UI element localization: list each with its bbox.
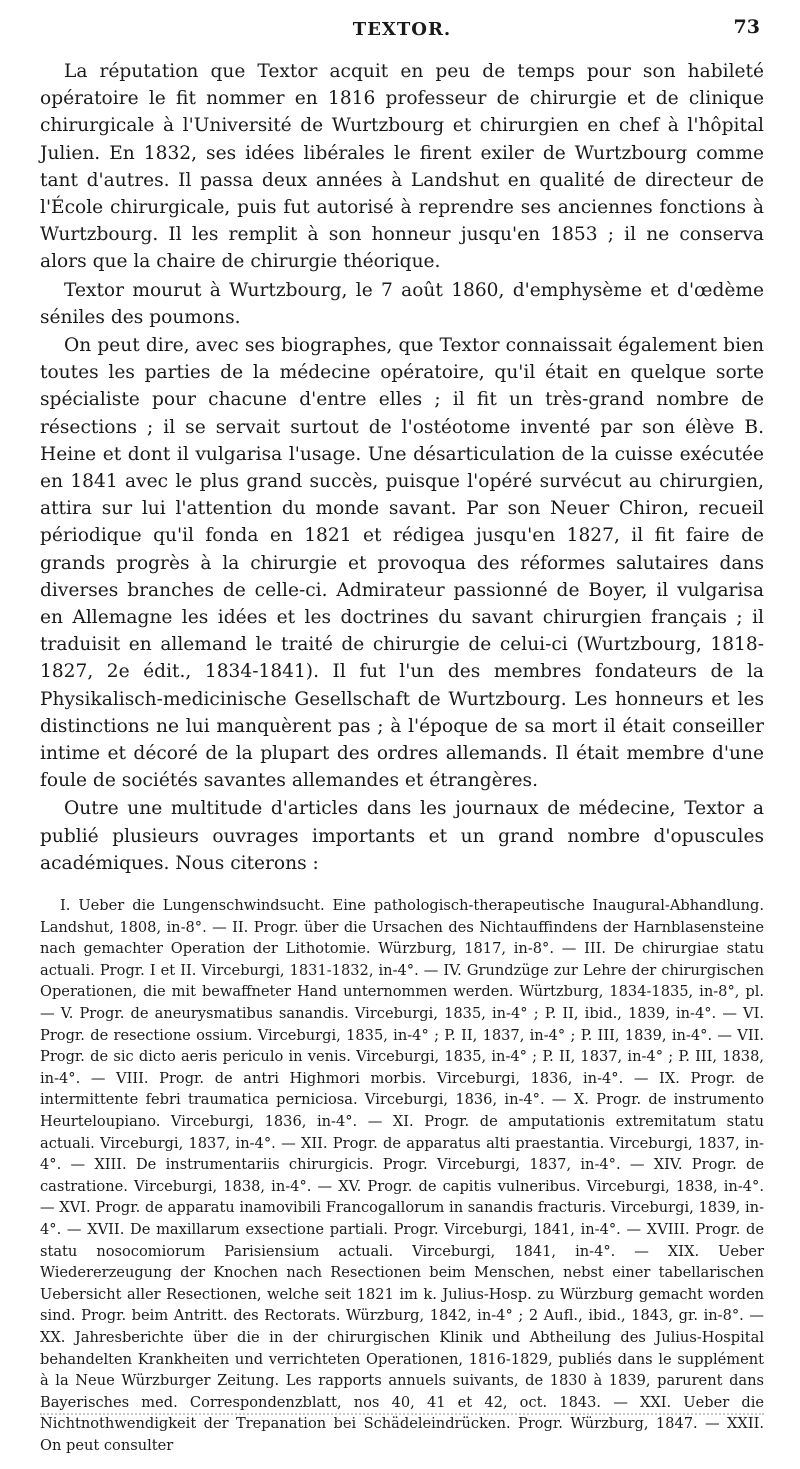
paragraph: Outre une multitude d'articles dans les journaux de médecine, Textor a publié plusieurs ouvrages importants et un grand nombre d'opuscules académiques. Nous citerons : (40, 798, 764, 874)
bibliography-list (40, 895, 764, 1456)
paragraph: La réputation que Textor acquit en peu de temps pour son habileté opératoire le fit nommer en 1816 professeur de chirurgie et de clinique chirurgicale à l'Université de Wurtzbourg et chirurgien en chef à l'hôpital Julien. En 1832, ses idées libérales le firent exiler de Wurtzbourg comme tant d'autres. Il passa deux années à Landshut en qualité de directeur de l'École chirurgicale, puis fut autorisé à reprendre ses anciennes fonctions à Wurtzbourg. Il les remplit à son honneur jusqu'en 1853 ; il ne conserva alors que la chaire de chirurgie théorique. (40, 61, 764, 273)
paragraph: Textor mourut à Wurtzbourg, le 7 août 1860, d'emphysème et d'œdème séniles des poumons. (40, 279, 764, 328)
page-bottom-marks (40, 1413, 764, 1421)
running-header (40, 0, 764, 40)
running-title: TEXTOR. (352, 19, 452, 40)
page-number: 73 (733, 16, 760, 38)
paragraph: On peut dire, avec ses biographes, que Textor connaissait également bien toutes les parties de la médecine opératoire, qu'il était en quelque sorte spécialiste pour chacune d'entre elles ; il fit un très-grand nombre de résections ; il se servait surtout de l'ostéotome inventé par son élève B. Heine et dont il vulgarisa l'usage. Une désarticulation de la cuisse exécutée en 1841 avec le plus grand succès, puisque l'opéré survécut au chirurgien, attira sur lui l'attention du monde savant. Par son Neuer Chiron, recueil périodique qu'il fonda en 1821 et rédigea jusqu'en 1827, il fit faire de grands progrès à la chirurgie et provoqua des réformes salutaires dans diverses branches de celle-ci. Admirateur passionné de Boyer, il vulgarisa en Allemagne les idées et les doctrines du savant chirurgien français ; il traduisit en allemand le traité de chirurgie de celui-ci (Wurtzbourg, 1818-1827, 2e édit., 1834-1841). Il fut l'un des membres fondateurs de la Physikalisch-medicinische Gesellschaft de Wurtzbourg. Les honneurs et les distinctions ne lui manquèrent pas ; à l'époque de sa mort il était conseiller intime et décoré de la plupart des ordres allemands. Il était membre d'une foule de sociétés savantes allemandes et étrangères. (40, 335, 764, 792)
bibliography-text: I. Ueber die Lungenschwindsucht. Eine pathologisch-therapeutische Inaugural-Abhandlung. Landshut, 1808, in-8°. — II. Progr. über die Ursachen des Nichtauffindens der Harnblasensteine nach gemachter Operation der Lithotomie. Würzburg, 1817, in-8°. — III. De chirurgiae statu actuali. Progr. I et II. Virceburgi, 1831-1832, in-4°. — IV. Grundzüge zur Lehre der chirurgischen Operationen, die mit bewaffneter Hand unternommen werden. Würtzburg, 1834-1835, in-8°, pl. — V. Progr. de aneurysmatibus sanandis. Virceburgi, 1835, in-4° ; P. II, ibid., 1839, in-4°. — VI. Progr. de resectione ossium. Virceburgi, 1835, in-4° ; P. II, 1837, in-4° ; P. III, 1839, in-4°. — VII. Progr. de sic dicto aeris periculo in venis. Virceburgi, 1835, in-4° ; P. II, 1837, in-4° ; P. III, 1838, in-4°. — VIII. Progr. de antri Highmori morbis. Virceburgi, 1836, in-4°. — IX. Progr. de intermittente febri traumatica perniciosa. Virceburgi, 1836, in-4°. — X. Progr. de instrumento Heurteloupiano. Virceburgi, 1836, in-4°. — XI. Progr. de amputationis extremitatum statu actuali. Virceburgi, 1837, in-4°. — XII. Progr. de apparatus alti praestantia. Virceburgi, 1837, in-4°. — XIII. De instrumentariis chirurgicis. Progr. Virceburgi, 1837, in-4°. — XIV. Progr. de castratione. Virceburgi, 1838, in-4°. — XV. Progr. de capitis vulneribus. Virceburgi, 1838, in-4°. — XVI. Progr. de apparatu inamovibili Francogallorum in sanandis fracturis. Virceburgi, 1839, in-4°. — XVII. De maxillarum exsectione partiali. Progr. Virceburgi, 1841, in-4°. — XVIII. Progr. de statu nosocomiorum Parisiensium actuali. Virceburgi, 1841, in-4°. — XIX. Ueber Wiedererzeugung der Knochen nach Resectionen beim Menschen, nebst einer tabellarischen Uebersicht aller Resectionen, welche seit 1821 im k. Julius-Hosp. zu Würzburg gemacht worden sind. Progr. beim Antritt. des Rectorats. Würzburg, 1842, in-4° ; 2 Aufl., ibid., 1843, gr. in-8°. — XX. Jahresberichte über die in der chirurgischen Klinik und Abtheilung des Julius-Hospital behandelten Krankheiten und verrichteten Operationen, 1816-1829, publiés dans le supplément à la Neue Würzburger Zeitung. Les rapports annuels suivants, de 1830 à 1839, parurent dans Bayerisches med. Correspondenzblatt, nos 40, 41 et 42, oct. 1843. — XXI. Ueber die Nichtnothwendigkeit der Trepanation bei Schädeleindrücken. Progr. Würzburg, 1847. — XXII. On peut consulter (40, 897, 764, 1454)
main-text (40, 58, 764, 877)
